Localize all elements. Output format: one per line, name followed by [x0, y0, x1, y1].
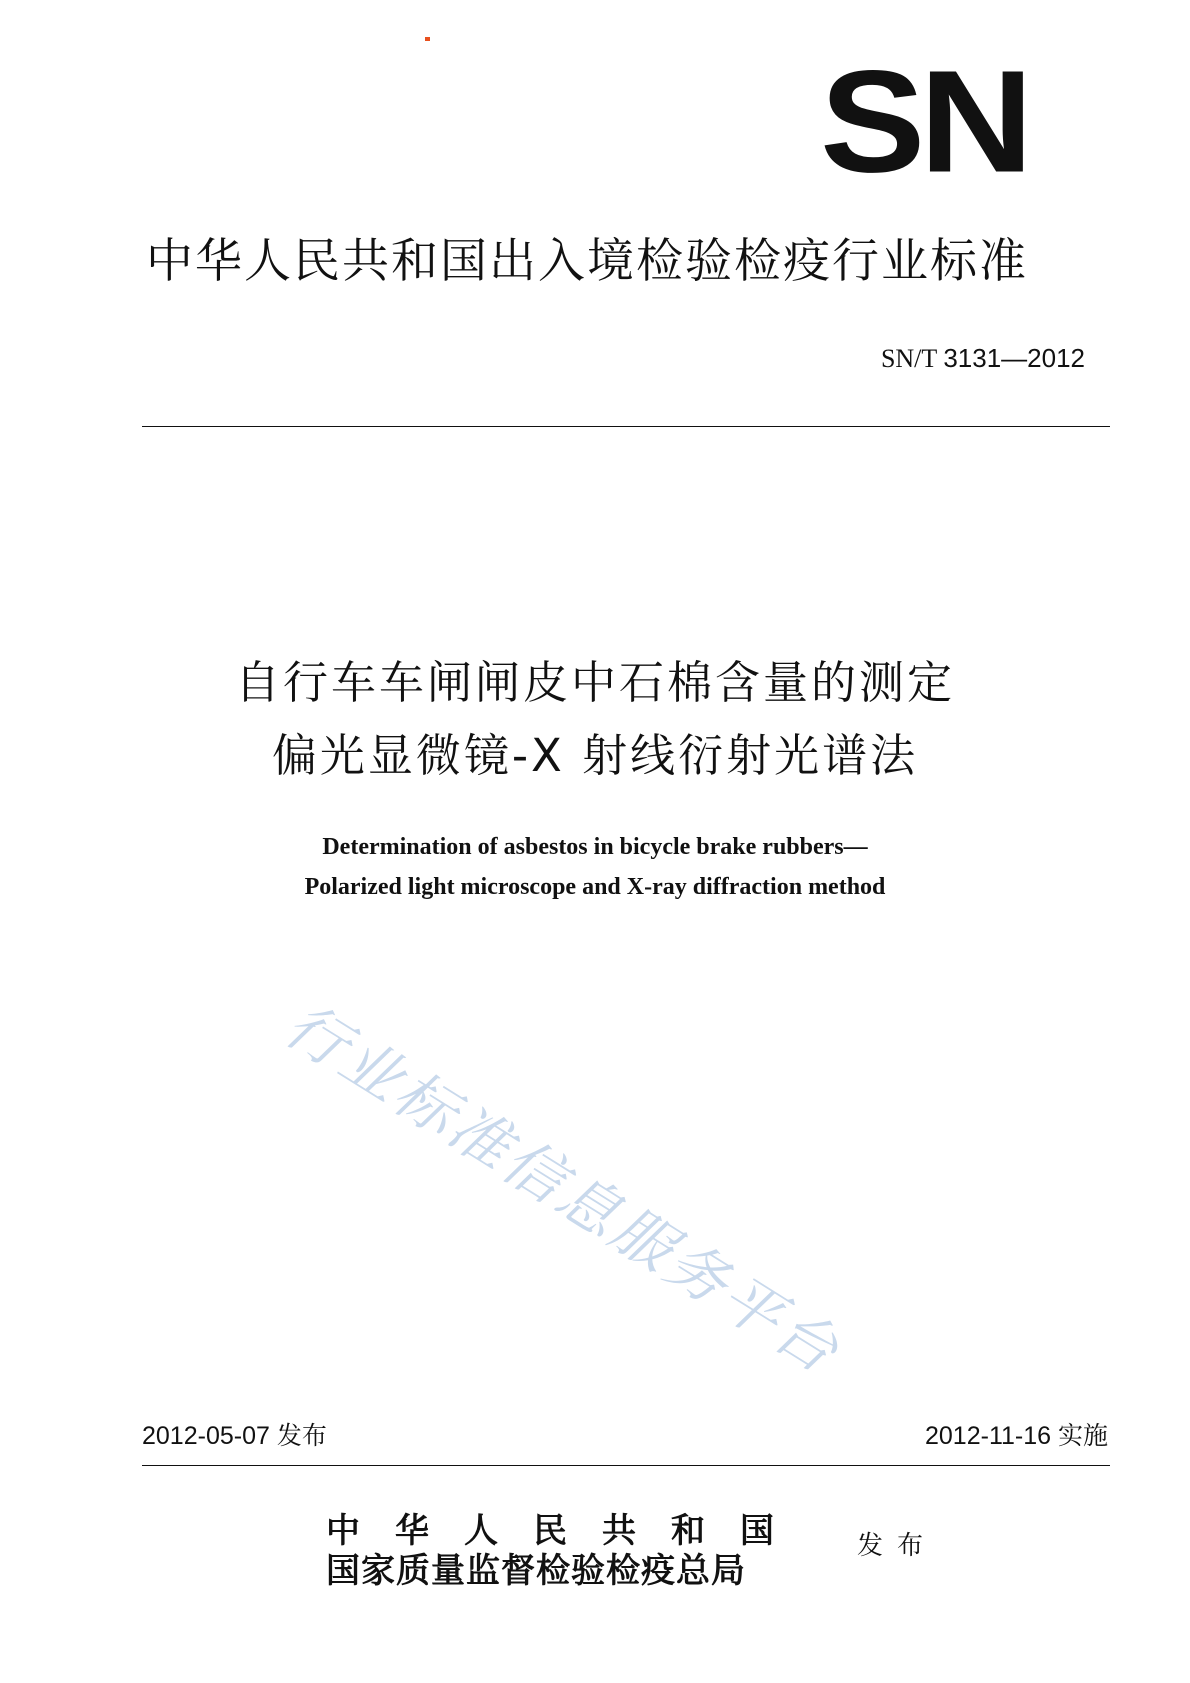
effective-date-label: 实施 — [1057, 1421, 1108, 1450]
issuer-line1: 中华人民共和国 — [326, 1511, 809, 1551]
top-divider — [142, 426, 1110, 427]
standard-prefix: SN/T — [880, 344, 937, 373]
sn-logo: SN — [820, 40, 1028, 203]
title-cn-line1: 自行车车闸闸皮中石棉含量的测定 — [234, 656, 955, 709]
bottom-divider — [142, 1465, 1110, 1466]
issuer-block — [326, 1511, 828, 1591]
issuing-authority-title: 中华人民共和国出入境检验检疫行业标准 — [146, 234, 1028, 289]
red-mark — [425, 37, 430, 41]
issue-date-value: 2012-05-07 — [142, 1422, 270, 1450]
title-cn-line2: 偏光显微镜-X 射线衍射光谱法 — [271, 729, 919, 782]
issue-date-label: 发布 — [276, 1421, 327, 1450]
title-en-line2: Polarized light microscope and X-ray diffraction method — [304, 874, 886, 900]
issue-date — [142, 1419, 327, 1453]
effective-date — [925, 1419, 1108, 1453]
issuer-line2: 国家质量监督检验检疫总局 — [326, 1551, 746, 1591]
standard-number — [881, 342, 1085, 375]
standard-number-value: 3131—2012 — [943, 343, 1085, 373]
effective-date-value: 2012-11-16 — [925, 1422, 1052, 1450]
watermark: 行业标准信息服务平台 — [272, 990, 853, 1389]
title-en-line1: Determination of asbestos in bicycle brake rubbers— — [322, 834, 868, 860]
publish-label: 发布 — [857, 1531, 938, 1561]
